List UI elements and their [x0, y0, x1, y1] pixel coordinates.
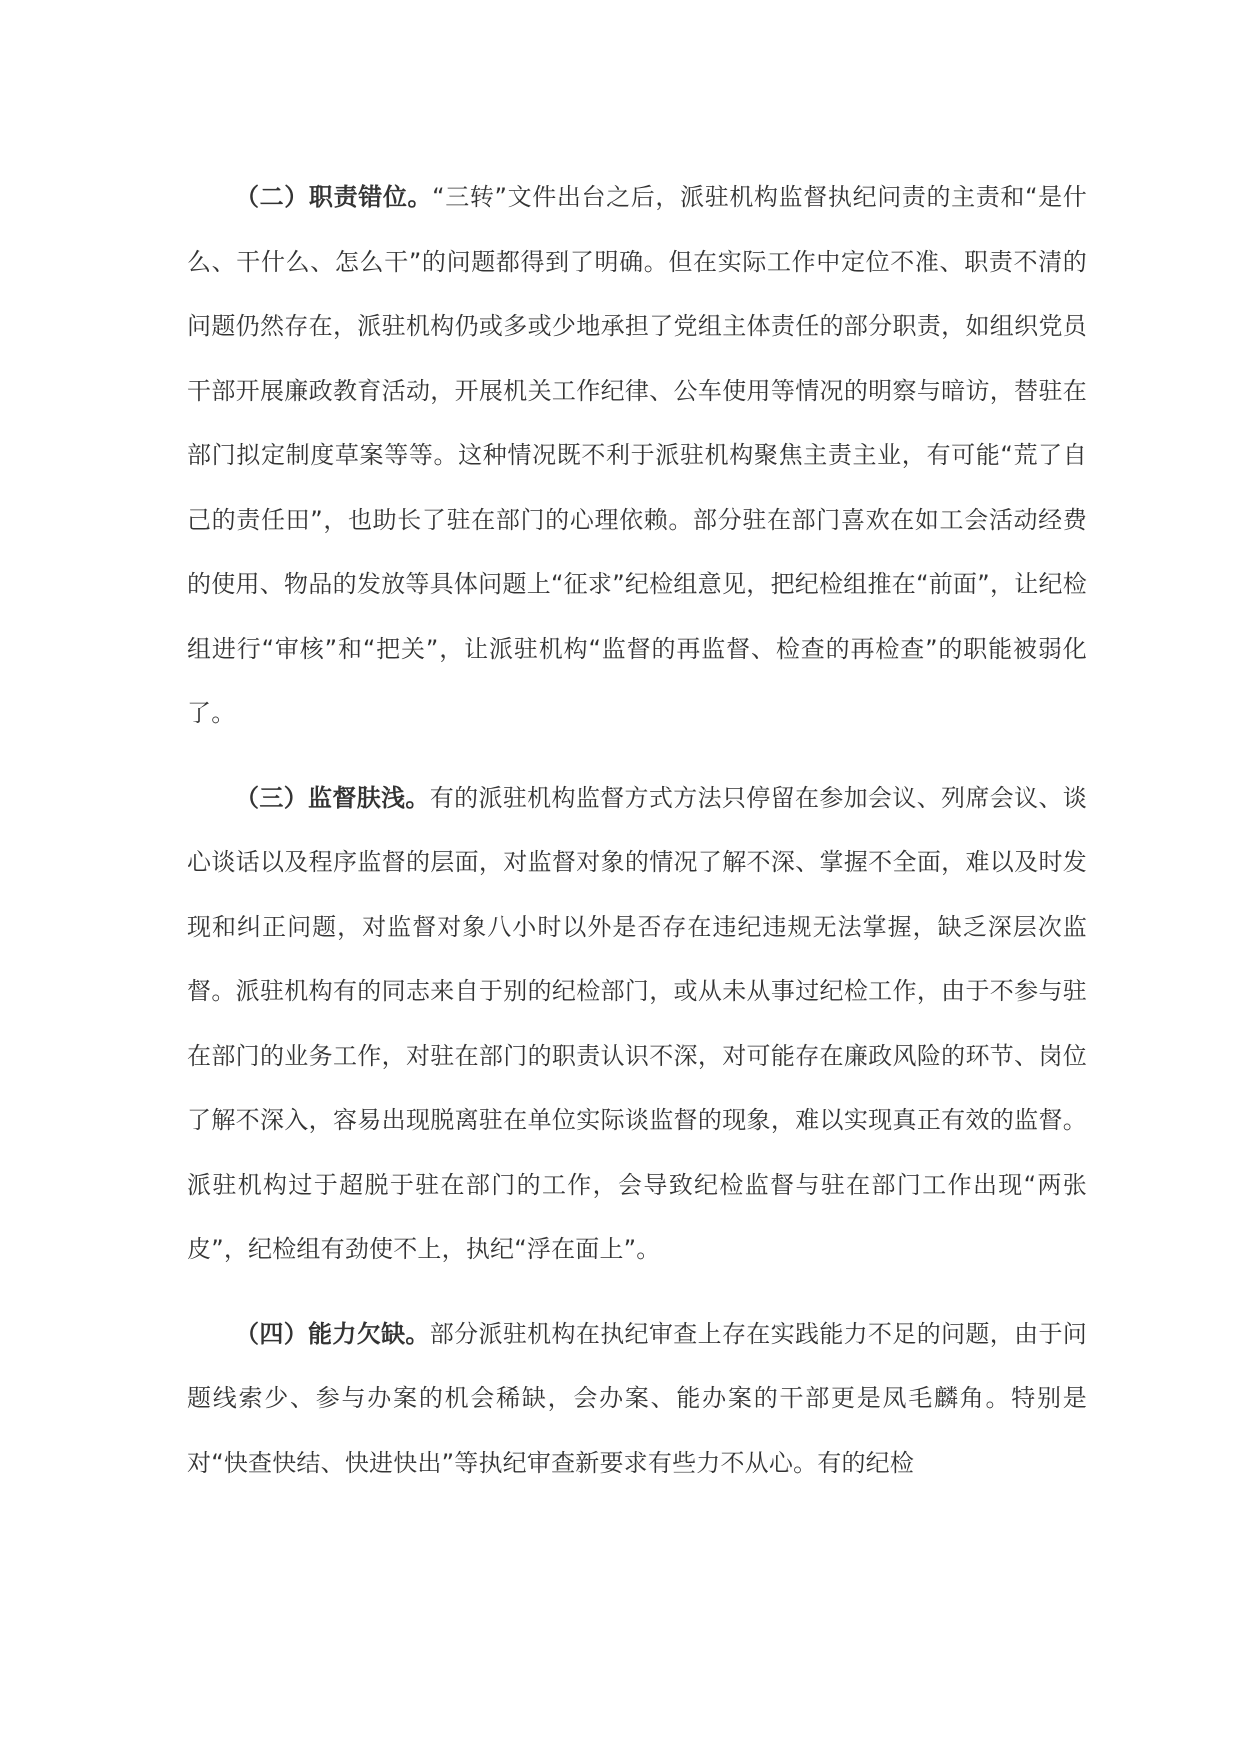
- paragraph-heading: （四）能力欠缺。: [235, 1319, 430, 1348]
- paragraph-text: 部分派驻机构在执纪审查上存在实践能力不足的问题，由于问题线索少、参与办案的机会稀缺，会办案、能办案的干部更是凤毛麟角。特别是对“快查快结、快进快出”等执纪审查新要求有些力不从心。有的纪检: [187, 1319, 1087, 1477]
- paragraph-shallow-supervision: [187, 766, 1087, 1282]
- paragraph-text: “三转”文件出台之后，派驻机构监督执纪问责的主责和“是什么、干什么、怎么干”的问题都得到了明确。但在实际工作中定位不准、职责不清的问题仍然存在，派驻机构仍或多或少地承担了党组主体责任的部分职责，如组织党员干部开展廉政教育活动，开展机关工作纪律、公车使用等情况的明察与暗访，替驻在部门拟定制度草案等等。这种情况既不利于派驻机构聚焦主责主业，有可能“荒了自己的责任田”，也助长了驻在部门的心理依赖。部分驻在部门喜欢在如工会活动经费的使用、物品的发放等具体问题上“征求”纪检组意见，把纪检组推在“前面”，让纪检组进行“审核”和“把关”，让派驻机构“监督的再监督、检查的再检查”的职能被弱化了。: [187, 183, 1087, 727]
- document-body: [187, 165, 1087, 1515]
- paragraph-heading: （三）监督肤浅。: [235, 783, 430, 812]
- paragraph-heading: （二）职责错位。: [235, 183, 433, 211]
- paragraph-capability-lacking: [187, 1302, 1087, 1496]
- paragraph-text: 有的派驻机构监督方式方法只停留在参加会议、列席会议、谈心谈话以及程序监督的层面，对监督对象的情况了解不深、掌握不全面，难以及时发现和纠正问题，对监督对象八小时以外是否存在违纪违规无法掌握，缺乏深层次监督。派驻机构有的同志来自于别的纪检部门，或从未从事过纪检工作，由于不参与驻在部门的业务工作，对驻在部门的职责认识不深，对可能存在廉政风险的环节、岗位了解不深入，容易出现脱离驻在单位实际谈监督的现象，难以实现真正有效的监督。派驻机构过于超脱于驻在部门的工作，会导致纪检监督与驻在部门工作出现“两张皮”，纪检组有劲使不上，执纪“浮在面上”。: [187, 783, 1087, 1263]
- paragraph-duty-misplacement: [187, 165, 1087, 746]
